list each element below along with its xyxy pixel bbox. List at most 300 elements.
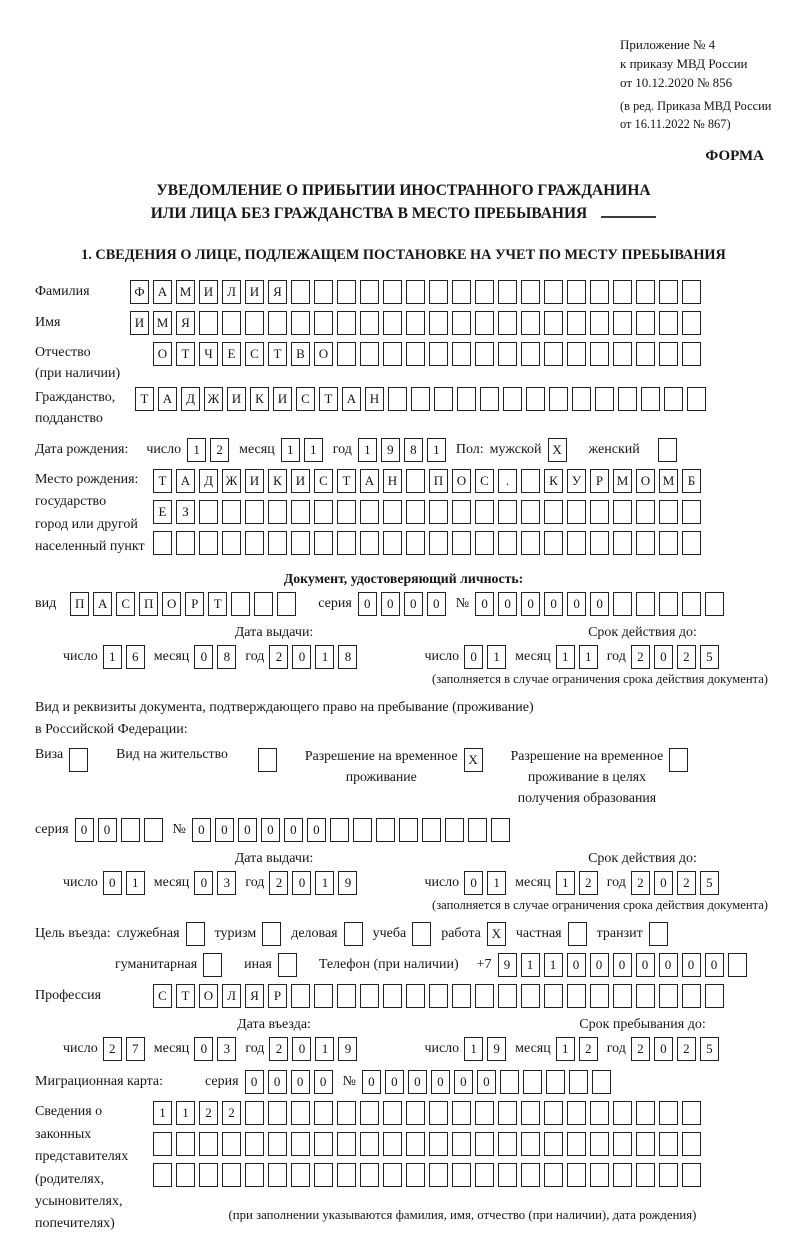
form-cell[interactable] xyxy=(383,531,402,555)
form-cell[interactable]: К xyxy=(544,469,563,493)
form-cell[interactable]: А xyxy=(158,387,177,411)
form-cell[interactable] xyxy=(406,280,425,304)
citizenship-cells[interactable] xyxy=(135,387,710,411)
form-cell[interactable]: С xyxy=(245,342,264,366)
form-cell[interactable]: Ф xyxy=(130,280,149,304)
form-cell[interactable]: 2 xyxy=(210,438,229,462)
form-cell[interactable] xyxy=(521,1163,540,1187)
doc-series-cells[interactable] xyxy=(358,592,450,616)
form-cell[interactable]: 1 xyxy=(556,645,575,669)
form-cell[interactable] xyxy=(649,922,668,946)
form-cell[interactable]: 2 xyxy=(199,1101,218,1125)
form-cell[interactable]: 1 xyxy=(427,438,446,462)
form-cell[interactable]: 0 xyxy=(98,818,117,842)
form-cell[interactable]: К xyxy=(268,469,287,493)
guardians-row3-cells[interactable] xyxy=(153,1163,705,1187)
form-cell[interactable] xyxy=(659,1163,678,1187)
form-cell[interactable] xyxy=(291,531,310,555)
form-cell[interactable] xyxy=(682,531,701,555)
form-cell[interactable] xyxy=(452,1101,471,1125)
form-cell[interactable]: М xyxy=(176,280,195,304)
form-cell[interactable] xyxy=(613,531,632,555)
form-cell[interactable] xyxy=(314,500,333,524)
form-cell[interactable]: 0 xyxy=(385,1070,404,1094)
form-cell[interactable]: Т xyxy=(176,984,195,1008)
form-cell[interactable] xyxy=(344,922,363,946)
form-cell[interactable] xyxy=(498,500,517,524)
form-cell[interactable] xyxy=(429,280,448,304)
temp-residence-checkbox[interactable] xyxy=(464,746,487,772)
form-cell[interactable] xyxy=(544,1101,563,1125)
form-cell[interactable]: 0 xyxy=(567,953,586,977)
form-cell[interactable]: 1 xyxy=(187,438,206,462)
form-cell[interactable] xyxy=(360,311,379,335)
form-cell[interactable]: 1 xyxy=(521,953,540,977)
form-cell[interactable] xyxy=(337,1101,356,1125)
form-cell[interactable]: О xyxy=(452,469,471,493)
form-cell[interactable] xyxy=(475,1163,494,1187)
form-cell[interactable]: 5 xyxy=(700,1037,719,1061)
form-cell[interactable]: Т xyxy=(153,469,172,493)
purpose-other-checkbox[interactable] xyxy=(278,953,301,977)
form-cell[interactable]: 0 xyxy=(381,592,400,616)
form-cell[interactable] xyxy=(590,531,609,555)
form-cell[interactable] xyxy=(429,1132,448,1156)
form-cell[interactable] xyxy=(245,1101,264,1125)
permit-series-cells[interactable] xyxy=(75,818,167,842)
form-cell[interactable] xyxy=(491,818,510,842)
permit-issue-month-cells[interactable] xyxy=(194,871,240,895)
form-cell[interactable] xyxy=(153,1132,172,1156)
form-cell[interactable] xyxy=(314,984,333,1008)
form-cell[interactable] xyxy=(613,342,632,366)
form-cell[interactable] xyxy=(521,342,540,366)
form-cell[interactable]: 0 xyxy=(245,1070,264,1094)
form-cell[interactable]: 0 xyxy=(284,818,303,842)
form-cell[interactable] xyxy=(406,311,425,335)
form-cell[interactable] xyxy=(434,387,453,411)
surname-cells[interactable] xyxy=(130,280,705,304)
form-cell[interactable] xyxy=(613,984,632,1008)
form-cell[interactable] xyxy=(406,984,425,1008)
birthplace-row1-cells[interactable] xyxy=(153,469,705,493)
form-cell[interactable] xyxy=(406,1163,425,1187)
form-cell[interactable] xyxy=(636,280,655,304)
form-cell[interactable] xyxy=(245,500,264,524)
form-cell[interactable]: 0 xyxy=(292,871,311,895)
form-cell[interactable] xyxy=(278,953,297,977)
form-cell[interactable]: 0 xyxy=(362,1070,381,1094)
form-cell[interactable] xyxy=(199,500,218,524)
form-cell[interactable] xyxy=(669,748,688,772)
form-cell[interactable] xyxy=(659,280,678,304)
form-cell[interactable]: 0 xyxy=(194,645,213,669)
form-cell[interactable] xyxy=(590,280,609,304)
form-cell[interactable] xyxy=(222,1163,241,1187)
form-cell[interactable] xyxy=(636,342,655,366)
form-cell[interactable] xyxy=(595,387,614,411)
form-cell[interactable] xyxy=(590,500,609,524)
form-cell[interactable] xyxy=(222,500,241,524)
form-cell[interactable]: 1 xyxy=(126,871,145,895)
residence-permit-checkbox[interactable] xyxy=(258,746,281,772)
form-cell[interactable] xyxy=(475,984,494,1008)
form-cell[interactable]: X xyxy=(548,438,567,462)
permit-valid-day-cells[interactable] xyxy=(464,871,510,895)
form-cell[interactable] xyxy=(475,311,494,335)
form-cell[interactable] xyxy=(636,1163,655,1187)
form-cell[interactable]: 3 xyxy=(217,1037,236,1061)
form-cell[interactable] xyxy=(429,311,448,335)
form-cell[interactable] xyxy=(291,1132,310,1156)
form-cell[interactable] xyxy=(153,531,172,555)
form-cell[interactable] xyxy=(521,500,540,524)
form-cell[interactable] xyxy=(360,342,379,366)
form-cell[interactable] xyxy=(268,311,287,335)
form-cell[interactable] xyxy=(452,342,471,366)
form-cell[interactable] xyxy=(659,1101,678,1125)
patronymic-cells[interactable] xyxy=(153,342,705,366)
form-cell[interactable]: С xyxy=(116,592,135,616)
form-cell[interactable] xyxy=(222,1132,241,1156)
form-cell[interactable]: Т xyxy=(208,592,227,616)
form-cell[interactable] xyxy=(337,500,356,524)
form-cell[interactable]: 1 xyxy=(487,871,506,895)
form-cell[interactable] xyxy=(636,1101,655,1125)
form-cell[interactable] xyxy=(69,748,88,772)
form-cell[interactable]: К xyxy=(250,387,269,411)
doc-type-cells[interactable] xyxy=(70,592,300,616)
form-cell[interactable]: Я xyxy=(268,280,287,304)
form-cell[interactable]: И xyxy=(245,280,264,304)
purpose-transit-checkbox[interactable] xyxy=(649,922,672,946)
form-cell[interactable]: 0 xyxy=(75,818,94,842)
form-cell[interactable]: 0 xyxy=(590,592,609,616)
form-cell[interactable] xyxy=(457,387,476,411)
form-cell[interactable] xyxy=(521,1101,540,1125)
form-cell[interactable]: 0 xyxy=(636,953,655,977)
form-cell[interactable] xyxy=(498,342,517,366)
form-cell[interactable]: 2 xyxy=(677,871,696,895)
birthplace-row3-cells[interactable] xyxy=(153,531,705,555)
form-cell[interactable] xyxy=(682,280,701,304)
form-cell[interactable] xyxy=(572,387,591,411)
form-cell[interactable]: 0 xyxy=(194,1037,213,1061)
form-cell[interactable] xyxy=(613,1132,632,1156)
permit-issue-year-cells[interactable] xyxy=(269,871,361,895)
entry-year-cells[interactable] xyxy=(269,1037,361,1061)
form-cell[interactable]: С xyxy=(314,469,333,493)
form-cell[interactable] xyxy=(314,311,333,335)
form-cell[interactable]: 0 xyxy=(654,1037,673,1061)
form-cell[interactable]: 2 xyxy=(269,871,288,895)
form-cell[interactable]: 0 xyxy=(238,818,257,842)
form-cell[interactable] xyxy=(682,311,701,335)
form-cell[interactable] xyxy=(452,984,471,1008)
form-cell[interactable] xyxy=(498,1101,517,1125)
form-cell[interactable]: 1 xyxy=(315,645,334,669)
permit-valid-month-cells[interactable] xyxy=(556,871,602,895)
form-cell[interactable] xyxy=(291,1101,310,1125)
form-cell[interactable]: 1 xyxy=(315,1037,334,1061)
form-cell[interactable]: 2 xyxy=(579,871,598,895)
form-cell[interactable] xyxy=(500,1070,519,1094)
form-cell[interactable] xyxy=(521,280,540,304)
form-cell[interactable]: Л xyxy=(222,984,241,1008)
form-cell[interactable]: 0 xyxy=(682,953,701,977)
form-cell[interactable]: 0 xyxy=(358,592,377,616)
form-cell[interactable] xyxy=(429,342,448,366)
form-cell[interactable] xyxy=(546,1070,565,1094)
entry-day-cells[interactable] xyxy=(103,1037,149,1061)
form-cell[interactable] xyxy=(659,592,678,616)
form-cell[interactable]: 0 xyxy=(521,592,540,616)
form-cell[interactable]: 1 xyxy=(176,1101,195,1125)
form-cell[interactable]: 9 xyxy=(381,438,400,462)
form-cell[interactable]: X xyxy=(464,748,483,772)
birth-year-cells[interactable] xyxy=(358,438,450,462)
doc-issue-year-cells[interactable] xyxy=(269,645,361,669)
form-cell[interactable] xyxy=(262,922,281,946)
form-cell[interactable]: И xyxy=(227,387,246,411)
form-cell[interactable] xyxy=(360,1132,379,1156)
form-cell[interactable] xyxy=(291,311,310,335)
form-cell[interactable]: М xyxy=(659,469,678,493)
permit-valid-year-cells[interactable] xyxy=(631,871,723,895)
form-cell[interactable]: X xyxy=(487,922,506,946)
form-cell[interactable] xyxy=(406,1132,425,1156)
form-cell[interactable] xyxy=(664,387,683,411)
form-cell[interactable]: 1 xyxy=(281,438,300,462)
form-cell[interactable]: О xyxy=(314,342,333,366)
form-cell[interactable] xyxy=(245,531,264,555)
form-cell[interactable] xyxy=(613,311,632,335)
form-cell[interactable]: 1 xyxy=(544,953,563,977)
doc-valid-year-cells[interactable] xyxy=(631,645,723,669)
form-cell[interactable]: 0 xyxy=(477,1070,496,1094)
form-cell[interactable] xyxy=(590,984,609,1008)
form-cell[interactable]: П xyxy=(429,469,448,493)
form-cell[interactable]: 9 xyxy=(338,1037,357,1061)
form-cell[interactable]: 2 xyxy=(677,645,696,669)
form-cell[interactable]: 0 xyxy=(408,1070,427,1094)
form-cell[interactable] xyxy=(687,387,706,411)
doc-number-cells[interactable] xyxy=(475,592,728,616)
form-cell[interactable] xyxy=(452,311,471,335)
form-cell[interactable] xyxy=(186,922,205,946)
form-cell[interactable]: С xyxy=(153,984,172,1008)
form-cell[interactable] xyxy=(406,500,425,524)
form-cell[interactable] xyxy=(337,311,356,335)
form-cell[interactable] xyxy=(590,1132,609,1156)
form-cell[interactable]: 2 xyxy=(222,1101,241,1125)
form-cell[interactable] xyxy=(475,342,494,366)
form-cell[interactable]: 0 xyxy=(613,953,632,977)
form-cell[interactable] xyxy=(682,342,701,366)
form-cell[interactable] xyxy=(429,500,448,524)
form-cell[interactable]: 1 xyxy=(556,1037,575,1061)
form-cell[interactable] xyxy=(121,818,140,842)
form-cell[interactable]: 0 xyxy=(261,818,280,842)
form-cell[interactable] xyxy=(383,984,402,1008)
form-cell[interactable] xyxy=(199,531,218,555)
form-cell[interactable]: 8 xyxy=(217,645,236,669)
purpose-official-checkbox[interactable] xyxy=(186,922,209,946)
form-cell[interactable] xyxy=(337,342,356,366)
form-cell[interactable]: 1 xyxy=(315,871,334,895)
form-cell[interactable]: 0 xyxy=(292,645,311,669)
form-cell[interactable] xyxy=(567,342,586,366)
guardians-row2-cells[interactable] xyxy=(153,1132,705,1156)
form-cell[interactable]: С xyxy=(475,469,494,493)
form-cell[interactable] xyxy=(475,531,494,555)
form-cell[interactable] xyxy=(468,818,487,842)
form-cell[interactable]: Т xyxy=(268,342,287,366)
sex-female-checkbox[interactable] xyxy=(658,438,681,462)
form-cell[interactable] xyxy=(383,280,402,304)
form-cell[interactable] xyxy=(360,1163,379,1187)
form-cell[interactable] xyxy=(636,984,655,1008)
form-cell[interactable] xyxy=(567,531,586,555)
form-cell[interactable]: О xyxy=(636,469,655,493)
form-cell[interactable]: 1 xyxy=(358,438,377,462)
form-cell[interactable] xyxy=(659,500,678,524)
form-cell[interactable]: 7 xyxy=(126,1037,145,1061)
form-cell[interactable] xyxy=(498,1163,517,1187)
form-cell[interactable]: 2 xyxy=(677,1037,696,1061)
form-cell[interactable] xyxy=(636,500,655,524)
form-cell[interactable] xyxy=(337,984,356,1008)
form-cell[interactable] xyxy=(268,1163,287,1187)
form-cell[interactable]: 0 xyxy=(590,953,609,977)
form-cell[interactable] xyxy=(544,311,563,335)
form-cell[interactable]: 0 xyxy=(194,871,213,895)
form-cell[interactable] xyxy=(641,387,660,411)
form-cell[interactable] xyxy=(429,984,448,1008)
form-cell[interactable] xyxy=(268,531,287,555)
form-cell[interactable] xyxy=(383,1163,402,1187)
form-cell[interactable] xyxy=(567,500,586,524)
form-cell[interactable] xyxy=(544,531,563,555)
form-cell[interactable]: Я xyxy=(176,311,195,335)
form-cell[interactable] xyxy=(503,387,522,411)
form-cell[interactable] xyxy=(222,531,241,555)
form-cell[interactable]: Н xyxy=(383,469,402,493)
form-cell[interactable]: Ч xyxy=(199,342,218,366)
form-cell[interactable]: А xyxy=(93,592,112,616)
visa-checkbox[interactable] xyxy=(69,746,92,772)
form-cell[interactable]: А xyxy=(176,469,195,493)
form-cell[interactable]: Е xyxy=(153,500,172,524)
form-cell[interactable] xyxy=(330,818,349,842)
purpose-private-checkbox[interactable] xyxy=(568,922,591,946)
form-cell[interactable]: 9 xyxy=(338,871,357,895)
form-cell[interactable] xyxy=(412,922,431,946)
form-cell[interactable] xyxy=(245,311,264,335)
form-cell[interactable]: 0 xyxy=(567,592,586,616)
form-cell[interactable] xyxy=(613,1101,632,1125)
form-cell[interactable] xyxy=(231,592,250,616)
form-cell[interactable]: 8 xyxy=(338,645,357,669)
form-cell[interactable] xyxy=(498,531,517,555)
form-cell[interactable] xyxy=(590,1163,609,1187)
form-cell[interactable]: 2 xyxy=(269,1037,288,1061)
form-cell[interactable] xyxy=(406,531,425,555)
form-cell[interactable]: И xyxy=(245,469,264,493)
form-cell[interactable] xyxy=(153,1163,172,1187)
form-cell[interactable] xyxy=(521,1132,540,1156)
form-cell[interactable]: Л xyxy=(222,280,241,304)
form-cell[interactable] xyxy=(521,469,540,493)
form-cell[interactable]: 0 xyxy=(215,818,234,842)
form-cell[interactable]: 0 xyxy=(544,592,563,616)
form-cell[interactable]: 0 xyxy=(268,1070,287,1094)
purpose-business-checkbox[interactable] xyxy=(344,922,367,946)
form-cell[interactable] xyxy=(406,1101,425,1125)
form-cell[interactable]: 0 xyxy=(291,1070,310,1094)
form-cell[interactable]: 1 xyxy=(579,645,598,669)
form-cell[interactable]: О xyxy=(162,592,181,616)
stay-month-cells[interactable] xyxy=(556,1037,602,1061)
purpose-tourism-checkbox[interactable] xyxy=(262,922,285,946)
form-cell[interactable] xyxy=(544,1163,563,1187)
form-cell[interactable] xyxy=(452,500,471,524)
form-cell[interactable]: Р xyxy=(185,592,204,616)
form-cell[interactable] xyxy=(521,531,540,555)
form-cell[interactable] xyxy=(728,953,747,977)
form-cell[interactable] xyxy=(452,531,471,555)
form-cell[interactable] xyxy=(523,1070,542,1094)
purpose-work-checkbox[interactable] xyxy=(487,922,510,946)
form-cell[interactable] xyxy=(568,922,587,946)
form-cell[interactable]: 0 xyxy=(404,592,423,616)
form-cell[interactable] xyxy=(682,500,701,524)
form-cell[interactable]: 5 xyxy=(700,645,719,669)
form-cell[interactable] xyxy=(383,1132,402,1156)
doc-valid-day-cells[interactable] xyxy=(464,645,510,669)
form-cell[interactable]: 0 xyxy=(654,871,673,895)
form-cell[interactable] xyxy=(176,531,195,555)
permit-number-cells[interactable] xyxy=(192,818,514,842)
form-cell[interactable] xyxy=(291,984,310,1008)
stay-year-cells[interactable] xyxy=(631,1037,723,1061)
form-cell[interactable]: П xyxy=(70,592,89,616)
form-cell[interactable] xyxy=(567,1101,586,1125)
form-cell[interactable] xyxy=(590,342,609,366)
form-cell[interactable]: Д xyxy=(181,387,200,411)
form-cell[interactable] xyxy=(337,531,356,555)
form-cell[interactable]: 8 xyxy=(404,438,423,462)
form-cell[interactable]: 0 xyxy=(103,871,122,895)
form-cell[interactable] xyxy=(203,953,222,977)
form-cell[interactable]: И xyxy=(273,387,292,411)
form-cell[interactable] xyxy=(245,1163,264,1187)
form-cell[interactable]: 2 xyxy=(631,871,650,895)
form-cell[interactable] xyxy=(406,469,425,493)
form-cell[interactable] xyxy=(291,1163,310,1187)
form-cell[interactable] xyxy=(353,818,372,842)
form-cell[interactable]: И xyxy=(130,311,149,335)
form-cell[interactable] xyxy=(475,500,494,524)
form-cell[interactable] xyxy=(360,984,379,1008)
form-cell[interactable]: И xyxy=(291,469,310,493)
form-cell[interactable]: В xyxy=(291,342,310,366)
form-cell[interactable] xyxy=(567,984,586,1008)
form-cell[interactable] xyxy=(383,1101,402,1125)
form-cell[interactable]: 2 xyxy=(579,1037,598,1061)
form-cell[interactable]: Т xyxy=(135,387,154,411)
doc-valid-month-cells[interactable] xyxy=(556,645,602,669)
